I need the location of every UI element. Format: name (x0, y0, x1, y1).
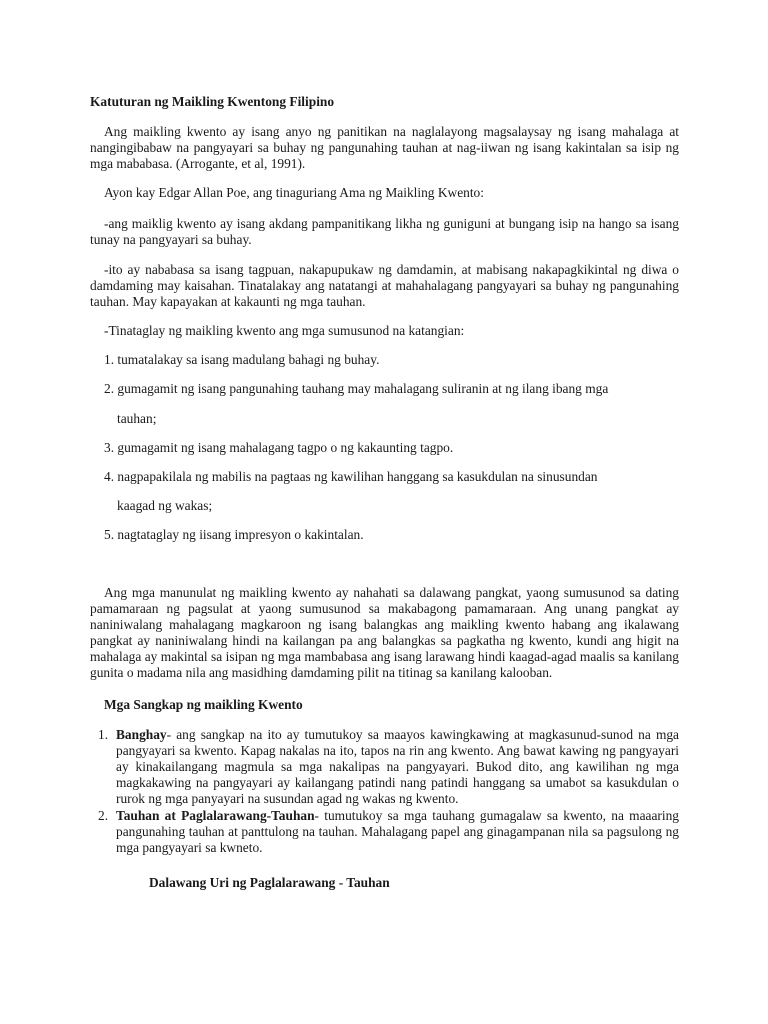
element-term: Tauhan at Paglalarawang-Tauhan (116, 808, 315, 823)
characteristic-item-continuation: tauhan; (117, 411, 157, 426)
characteristic-item-continuation: kaagad ng wakas; (117, 498, 213, 513)
characteristic-item: 2. gumagamit ng isang pangunahing tauhang may mahalagang suliranin at ng ilang ibang mga (104, 381, 609, 396)
characteristics-intro: -Tinataglay ng maikling kwento ang mga sumusunod na katangian: (104, 323, 465, 338)
poe-definition-1: -ang maiklig kwento ay isang akdang pampanitikang likha ng guniguni at bungang isip na hango sa isang tunay na pangyayari sa buhay. (90, 216, 679, 247)
element-description: - ang sangkap na ito ay tumutukoy sa maayos kawingkawing at magkasunud-sunod na mga pangyayari sa kwento. Kapag nakalas na ito, tapos na rin ang kwento. Ang bawat kawing ng pangyayari ay kinakailangang magmula sa mga nakalipas na pangyayari. Bukod dito, ang kawilihan ng mga magkakawing na pangyayari ay kailangang patindi nang patindi hanggang sa umabot sa kasukdulan o rurok ng mga panyayari na susundan agad ng wakas ng kwento. (116, 727, 679, 806)
document-title: Katuturan ng Maikling Kwentong Filipino (90, 94, 335, 109)
writers-paragraph: Ang mga manunulat ng maikling kwento ay nahahati sa dalawang pangkat, yaong sumusunod sa dating pamamaraan ng pagsulat at yaong sumusunod sa makabagong pamamaraan. Ang unang pangkat ay naniniwalang mahalagang magkaroon ng isang balangkas ang maikling kwento habang ang ikalawang pangkat ay naniniwalang hindi na kailangan pa ang balangkas sa pagkatha ng kwento, kundi ang higit na mahalaga ay makintal sa isipan ng mga mambabasa ang isang larawang hindi kaagad-agad maalis sa kanilang gunita o madama nila ang masidhing damdaming pilit na titinag sa kanilang kalooban. (90, 585, 679, 680)
element-item-banghay (98, 727, 679, 807)
characteristic-item: 1. tumatalakay sa isang madulang bahagi ng buhay. (104, 352, 380, 367)
list-number: 2. (98, 808, 109, 823)
characteristic-item: 3. gumagamit ng isang mahalagang tagpo o ng kakaunting tagpo. (104, 440, 454, 455)
poe-intro: Ayon kay Edgar Allan Poe, ang tinaguriang Ama ng Maikling Kwento: (104, 185, 484, 200)
list-number: 1. (98, 727, 109, 742)
characteristic-item: 5. nagtataglay ng iisang impresyon o kakintalan. (104, 527, 364, 542)
poe-definition-2: -ito ay nababasa sa isang tagpuan, nakapupukaw ng damdamin, at mabisang nakapagkikintal ng diwa o damdaming may kaisahan. Tinatalakay ang natatangi at mahahalagang pangyayari sa buhay ng pangunahing tauhan. May kapayakan at kakaunti ng mga tauhan. (90, 262, 679, 309)
element-description: - tumutukoy sa mga tauhang gumagalaw sa kwento, na maaaring pangunahing tauhan at panttulong na tauhan. Mahalagang papel ang ginagampanan nila sa pagsulong ng mga pangyayari sa kwneto. (116, 808, 679, 855)
subheading: Dalawang Uri ng Paglalarawang - Tauhan (149, 875, 390, 890)
intro-paragraph: Ang maikling kwento ay isang anyo ng panitikan na naglalayong magsalaysay ng isang mahalaga at nangingibabaw na pangyayari sa buhay ng pangunahing tauhan at nag-iiwan ng isang kakintalan sa isip ng mga mababasa. (Arrogante, et al, 1991). (90, 124, 679, 171)
characteristic-item: 4. nagpapakilala ng mabilis na pagtaas ng kawilihan hanggang sa kasukdulan na sinusundan (104, 469, 598, 484)
element-term: Banghay (116, 727, 167, 742)
elements-heading: Mga Sangkap ng maikling Kwento (104, 697, 303, 712)
element-item-tauhan (98, 808, 679, 856)
